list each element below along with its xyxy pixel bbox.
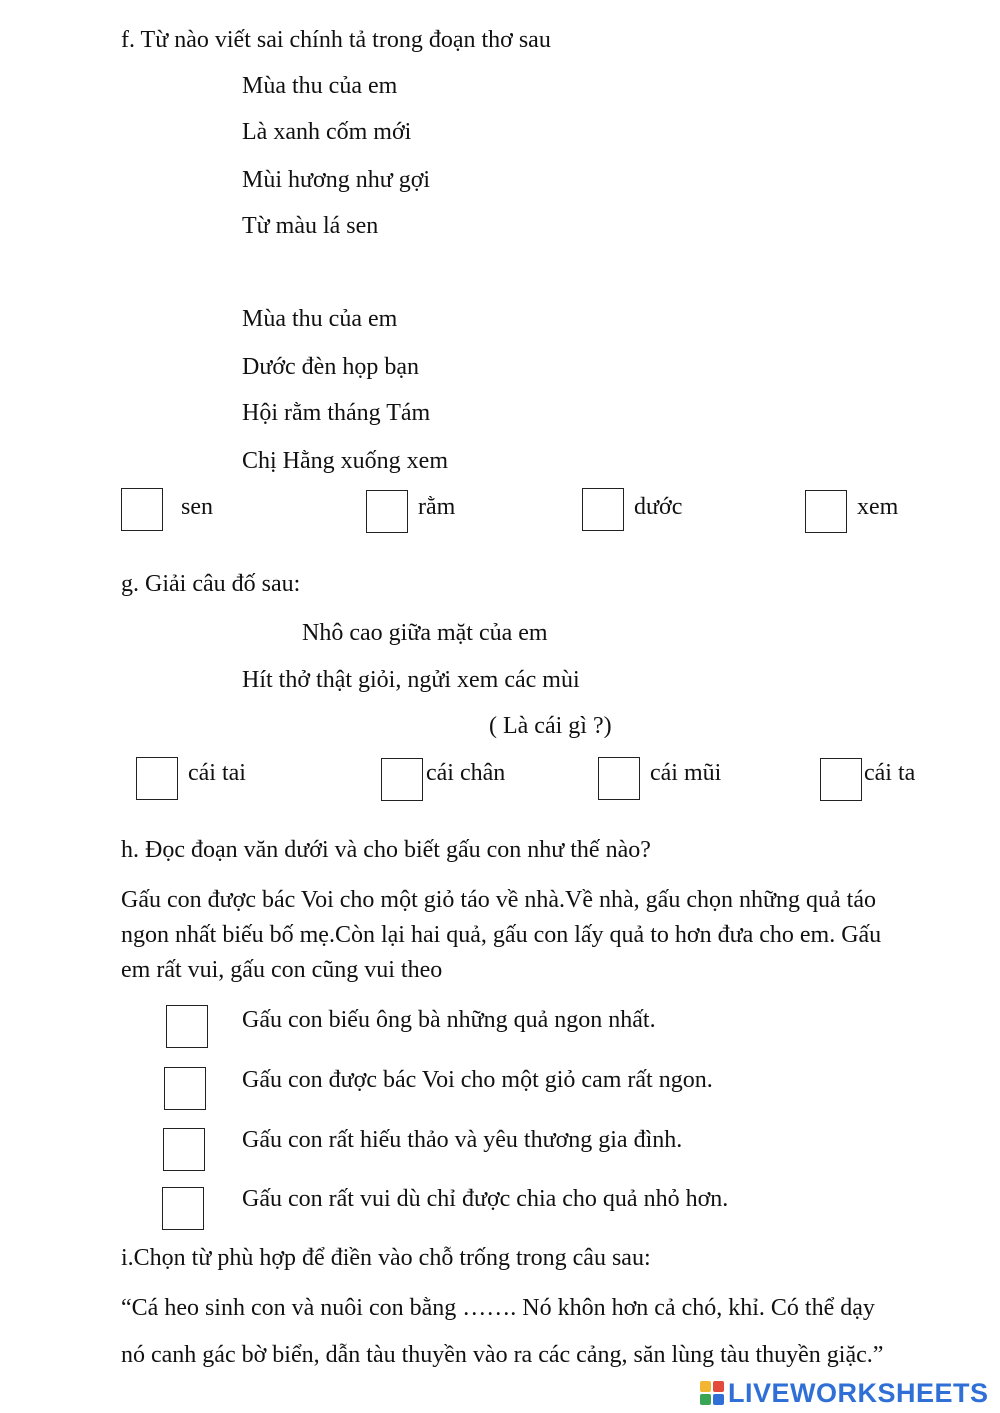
checkbox-f-ram[interactable] xyxy=(366,490,408,533)
question-h: h. Đọc đoạn văn dưới và cho biết gấu con như thế nào? xyxy=(121,837,651,863)
poem-line: Là xanh cốm mới xyxy=(242,119,412,145)
passage-line: ngon nhất biếu bố mẹ.Còn lại hai quả, gấu con lấy quả to hơn đưa cho em. Gấu xyxy=(121,922,882,948)
option-label: Gấu con được bác Voi cho một giỏ cam rất ngon. xyxy=(242,1067,713,1093)
checkbox-f-duoc[interactable] xyxy=(582,488,624,531)
option-label: rằm xyxy=(418,494,456,520)
checkbox-g-cai-chan[interactable] xyxy=(381,758,423,801)
question-g: g. Giải câu đố sau: xyxy=(121,571,301,597)
poem-line: Mùa thu của em xyxy=(242,73,398,99)
logo-text: LIVEWORKSHEETS xyxy=(728,1377,989,1408)
checkbox-g-cai-tai[interactable] xyxy=(136,757,178,800)
checkbox-h-1[interactable] xyxy=(166,1005,208,1048)
checkbox-g-cai-ta[interactable] xyxy=(820,758,862,801)
option-label: dước xyxy=(634,494,683,520)
option-label: cái mũi xyxy=(650,760,722,786)
option-label: Gấu con rất hiếu thảo và yêu thương gia đình. xyxy=(242,1127,683,1153)
checkbox-f-xem[interactable] xyxy=(805,490,847,533)
poem-line: Chị Hằng xuống xem xyxy=(242,448,448,474)
poem-line: Dước đèn họp bạn xyxy=(242,354,419,380)
option-label: cái chân xyxy=(426,760,506,786)
riddle-line: Nhô cao giữa mặt của em xyxy=(302,620,548,646)
option-label: xem xyxy=(857,494,899,520)
sentence-line: “Cá heo sinh con và nuôi con bằng ……. Nó khôn hơn cả chó, khỉ. Có thể dạy xyxy=(121,1295,875,1321)
checkbox-h-4[interactable] xyxy=(162,1187,204,1230)
option-label: cái tai xyxy=(188,760,246,786)
sentence-line: nó canh gác bờ biển, dẫn tàu thuyền vào ra các cảng, săn lùng tàu thuyền giặc.” xyxy=(121,1342,884,1368)
checkbox-f-sen[interactable] xyxy=(121,488,163,531)
question-i: i.Chọn từ phù hợp để điền vào chỗ trống trong câu sau: xyxy=(121,1245,651,1271)
logo-tile xyxy=(700,1394,711,1405)
poem-line: Mùa thu của em xyxy=(242,306,398,332)
passage-line: em rất vui, gấu con cũng vui theo xyxy=(121,957,443,983)
poem-line: Mùi hương như gợi xyxy=(242,167,431,193)
checkbox-h-2[interactable] xyxy=(164,1067,206,1110)
option-label: Gấu con biếu ông bà những quả ngon nhất. xyxy=(242,1007,656,1033)
poem-line: Hội rằm tháng Tám xyxy=(242,400,431,426)
option-label: Gấu con rất vui dù chỉ được chia cho quả nhỏ hơn. xyxy=(242,1186,729,1212)
logo-tile xyxy=(713,1394,724,1405)
logo-tile xyxy=(713,1381,724,1392)
poem-line: Từ màu lá sen xyxy=(242,213,379,239)
question-f: f. Từ nào viết sai chính tả trong đoạn thơ sau xyxy=(121,27,551,53)
checkbox-h-3[interactable] xyxy=(163,1128,205,1171)
option-label: sen xyxy=(181,494,213,520)
passage-line: Gấu con được bác Voi cho một giỏ táo về nhà.Về nhà, gấu chọn những quả táo xyxy=(121,887,876,913)
checkbox-g-cai-mui[interactable] xyxy=(598,757,640,800)
liveworksheets-logo xyxy=(700,1378,989,1408)
riddle-line: Hít thở thật giỏi, ngửi xem các mùi xyxy=(242,667,580,693)
logo-grid-icon xyxy=(700,1381,724,1405)
riddle-prompt: ( Là cái gì ?) xyxy=(489,713,612,739)
logo-tile xyxy=(700,1381,711,1392)
option-label: cái ta xyxy=(864,760,916,786)
